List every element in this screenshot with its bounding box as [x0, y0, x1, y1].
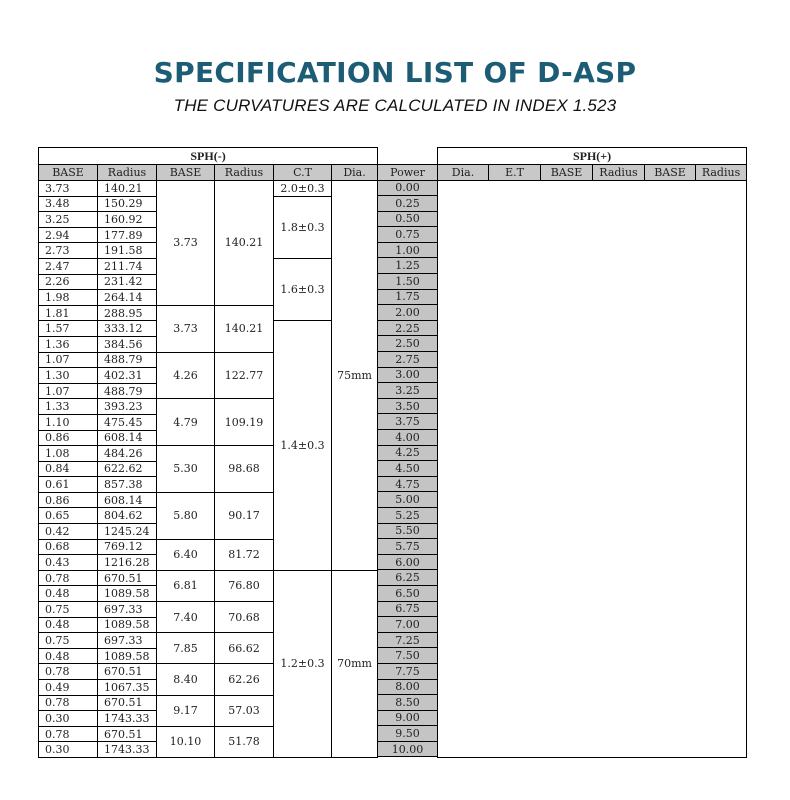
group-radius-cell: 62.26: [215, 664, 274, 695]
power-row: [378, 726, 438, 742]
base-cell: 0.78: [39, 664, 98, 680]
radius-cell: 622.62: [98, 461, 157, 477]
radius-cell: 1089.58: [98, 648, 157, 664]
group-radius-cell: 140.21: [215, 305, 274, 352]
power-value: 4.75: [378, 476, 438, 492]
group-base-cell: 3.73: [157, 181, 215, 306]
radius-cell: 670.51: [98, 570, 157, 586]
base-cell: 0.68: [39, 539, 98, 555]
power-value: 7.25: [378, 632, 438, 648]
group-radius-cell: 140.21: [215, 181, 274, 306]
base-cell: 0.86: [39, 430, 98, 446]
group-radius-cell: 81.72: [215, 539, 274, 570]
power-value: 8.50: [378, 695, 438, 711]
power-value: 8.00: [378, 679, 438, 695]
base-cell: 2.73: [39, 243, 98, 259]
radius-cell: 140.21: [98, 181, 157, 197]
base-cell: 1.07: [39, 383, 98, 399]
page-title: SPECIFICATION LIST OF D-ASP: [153, 56, 637, 89]
base-cell: 0.78: [39, 695, 98, 711]
power-value: 1.50: [378, 274, 438, 290]
power-row: [378, 663, 438, 679]
base-cell: 3.48: [39, 196, 98, 212]
radius-cell: 608.14: [98, 492, 157, 508]
power-row: [378, 398, 438, 414]
power-row: [378, 320, 438, 336]
radius-cell: 1743.33: [98, 742, 157, 758]
radius-cell: 1067.35: [98, 680, 157, 696]
power-value: 6.75: [378, 601, 438, 617]
base-cell: 2.94: [39, 227, 98, 243]
radius-cell: 150.29: [98, 196, 157, 212]
radius-cell: 1743.33: [98, 711, 157, 727]
ct-cell: 1.8±0.3: [274, 196, 332, 258]
base-cell: 0.30: [39, 742, 98, 758]
group-base-cell: 6.40: [157, 539, 215, 570]
power-value: 10.00: [378, 741, 438, 757]
col-plus-dia: Dia.: [438, 165, 489, 181]
radius-cell: 1089.58: [98, 586, 157, 602]
radius-cell: 191.58: [98, 243, 157, 259]
radius-cell: 488.79: [98, 352, 157, 368]
power-value: 9.00: [378, 710, 438, 726]
power-value: 0.25: [378, 196, 438, 212]
power-value: 2.75: [378, 352, 438, 368]
group-base-cell: 5.30: [157, 446, 215, 493]
base-cell: 0.78: [39, 570, 98, 586]
base-cell: 1.07: [39, 352, 98, 368]
radius-cell: 670.51: [98, 664, 157, 680]
col-radius: Radius: [98, 165, 157, 181]
group-radius-cell: 66.62: [215, 633, 274, 664]
radius-cell: 333.12: [98, 321, 157, 337]
col-plus-base-2: BASE: [645, 165, 696, 181]
radius-cell: 1245.24: [98, 524, 157, 540]
radius-cell: 670.51: [98, 695, 157, 711]
base-cell: 2.47: [39, 258, 98, 274]
power-row: [378, 585, 438, 601]
radius-cell: 697.33: [98, 633, 157, 649]
power-value: 0.50: [378, 211, 438, 227]
base-cell: 1.81: [39, 305, 98, 321]
group-base-cell: 3.73: [157, 305, 215, 352]
ct-cell: 1.2±0.3: [274, 570, 332, 757]
group-radius-cell: 57.03: [215, 695, 274, 726]
power-row: [378, 507, 438, 523]
base-cell: 1.57: [39, 321, 98, 337]
power-row: [378, 648, 438, 664]
table-row: [39, 570, 378, 586]
base-cell: 3.73: [39, 181, 98, 197]
power-value: 3.50: [378, 398, 438, 414]
radius-cell: 804.62: [98, 508, 157, 524]
power-row: [378, 632, 438, 648]
power-row: [378, 617, 438, 633]
base-cell: 0.86: [39, 492, 98, 508]
power-row: [378, 383, 438, 399]
base-cell: 0.65: [39, 508, 98, 524]
group-radius-cell: 90.17: [215, 492, 274, 539]
power-value: 5.00: [378, 492, 438, 508]
radius-cell: 288.95: [98, 305, 157, 321]
radius-cell: 1089.58: [98, 617, 157, 633]
power-row: [378, 601, 438, 617]
base-cell: 0.43: [39, 555, 98, 571]
col-ct: C.T: [274, 165, 332, 181]
col-power: Power: [378, 164, 438, 180]
group-radius-cell: 70.68: [215, 602, 274, 633]
page-subtitle: THE CURVATURES ARE CALCULATED IN INDEX 1.523: [173, 96, 617, 115]
power-value: 4.50: [378, 461, 438, 477]
power-row: [378, 180, 438, 196]
power-row: [378, 274, 438, 290]
power-value: 5.75: [378, 539, 438, 555]
power-row: [378, 352, 438, 368]
radius-cell: 697.33: [98, 602, 157, 618]
radius-cell: 177.89: [98, 227, 157, 243]
radius-cell: 160.92: [98, 212, 157, 228]
power-value: 6.25: [378, 570, 438, 586]
group-radius-cell: 109.19: [215, 399, 274, 446]
base-cell: 0.49: [39, 680, 98, 696]
base-cell: 3.25: [39, 212, 98, 228]
sph-plus-header: SPH(+): [438, 148, 747, 165]
power-value: 3.75: [378, 414, 438, 430]
power-row: [378, 305, 438, 321]
power-table: [377, 147, 438, 757]
col-plus-radius: Radius: [593, 165, 645, 181]
power-value: 7.50: [378, 648, 438, 664]
radius-cell: 264.14: [98, 290, 157, 306]
table-row: [39, 181, 378, 197]
ct-cell: 1.4±0.3: [274, 321, 332, 571]
power-value: 3.00: [378, 367, 438, 383]
power-value: 6.50: [378, 585, 438, 601]
group-base-cell: 7.85: [157, 633, 215, 664]
power-value: 6.00: [378, 554, 438, 570]
power-value: 2.50: [378, 336, 438, 352]
power-value: 1.25: [378, 258, 438, 274]
power-row: [378, 258, 438, 274]
power-row: [378, 570, 438, 586]
col-dia: Dia.: [332, 165, 378, 181]
power-row: [378, 430, 438, 446]
power-value: 0.75: [378, 227, 438, 243]
power-row: [378, 336, 438, 352]
radius-cell: 769.12: [98, 539, 157, 555]
power-row: [378, 211, 438, 227]
power-value: 3.25: [378, 383, 438, 399]
col-base-group: BASE: [157, 165, 215, 181]
sph-minus-header: SPH(-): [39, 148, 378, 165]
power-value: 1.75: [378, 289, 438, 305]
group-base-cell: 10.10: [157, 726, 215, 757]
col-radius-group: Radius: [215, 165, 274, 181]
group-base-cell: 6.81: [157, 570, 215, 601]
col-plus-base: BASE: [541, 165, 593, 181]
dia-cell: 75mm: [332, 181, 378, 571]
power-value: 5.50: [378, 523, 438, 539]
group-radius-cell: 51.78: [215, 726, 274, 757]
power-value: 0.00: [378, 180, 438, 196]
ct-cell: 1.6±0.3: [274, 258, 332, 320]
radius-cell: 1216.28: [98, 555, 157, 571]
radius-cell: 211.74: [98, 258, 157, 274]
base-cell: 1.08: [39, 446, 98, 462]
radius-cell: 670.51: [98, 726, 157, 742]
base-cell: 0.30: [39, 711, 98, 727]
radius-cell: 857.38: [98, 477, 157, 493]
power-row: [378, 710, 438, 726]
radius-cell: 402.31: [98, 368, 157, 384]
power-row: [378, 476, 438, 492]
base-cell: 1.98: [39, 290, 98, 306]
col-plus-radius-2: Radius: [696, 165, 747, 181]
base-cell: 1.36: [39, 336, 98, 352]
group-base-cell: 8.40: [157, 664, 215, 695]
power-row: [378, 414, 438, 430]
base-cell: 0.75: [39, 602, 98, 618]
group-base-cell: 4.26: [157, 352, 215, 399]
power-row: [378, 196, 438, 212]
col-plus-et: E.T: [489, 165, 541, 181]
group-base-cell: 4.79: [157, 399, 215, 446]
base-cell: 0.75: [39, 633, 98, 649]
power-row: [378, 367, 438, 383]
base-cell: 1.10: [39, 414, 98, 430]
radius-cell: 484.26: [98, 446, 157, 462]
sph-plus-table: [437, 147, 747, 758]
radius-cell: 475.45: [98, 414, 157, 430]
power-value: 4.25: [378, 445, 438, 461]
power-row: [378, 242, 438, 258]
power-row: [378, 679, 438, 695]
base-cell: 1.33: [39, 399, 98, 415]
power-value: 7.00: [378, 617, 438, 633]
power-row: [378, 539, 438, 555]
radius-cell: 488.79: [98, 383, 157, 399]
base-cell: 0.42: [39, 524, 98, 540]
group-radius-cell: 122.77: [215, 352, 274, 399]
power-row: [378, 695, 438, 711]
power-value: 4.00: [378, 430, 438, 446]
power-spacer: [378, 147, 438, 164]
base-cell: 0.61: [39, 477, 98, 493]
power-value: 1.00: [378, 242, 438, 258]
group-radius-cell: 76.80: [215, 570, 274, 601]
base-cell: 2.26: [39, 274, 98, 290]
power-value: 9.50: [378, 726, 438, 742]
power-value: 2.25: [378, 320, 438, 336]
radius-cell: 393.23: [98, 399, 157, 415]
power-row: [378, 554, 438, 570]
sph-minus-table: [38, 147, 378, 758]
col-base: BASE: [39, 165, 98, 181]
power-row: [378, 523, 438, 539]
sph-plus-body: [438, 181, 747, 758]
radius-cell: 231.42: [98, 274, 157, 290]
base-cell: 0.78: [39, 726, 98, 742]
power-row: [378, 461, 438, 477]
group-base-cell: 7.40: [157, 602, 215, 633]
power-row: [378, 227, 438, 243]
power-row: [378, 492, 438, 508]
power-value: 2.00: [378, 305, 438, 321]
power-row: [378, 289, 438, 305]
group-base-cell: 5.80: [157, 492, 215, 539]
power-value: 5.25: [378, 507, 438, 523]
base-cell: 0.48: [39, 617, 98, 633]
power-row: [378, 741, 438, 757]
radius-cell: 608.14: [98, 430, 157, 446]
base-cell: 0.48: [39, 648, 98, 664]
base-cell: 1.30: [39, 368, 98, 384]
group-base-cell: 9.17: [157, 695, 215, 726]
power-value: 7.75: [378, 663, 438, 679]
dia-cell: 70mm: [332, 570, 378, 757]
group-radius-cell: 98.68: [215, 446, 274, 493]
base-cell: 0.84: [39, 461, 98, 477]
ct-cell: 2.0±0.3: [274, 181, 332, 197]
power-row: [378, 445, 438, 461]
radius-cell: 384.56: [98, 336, 157, 352]
base-cell: 0.48: [39, 586, 98, 602]
